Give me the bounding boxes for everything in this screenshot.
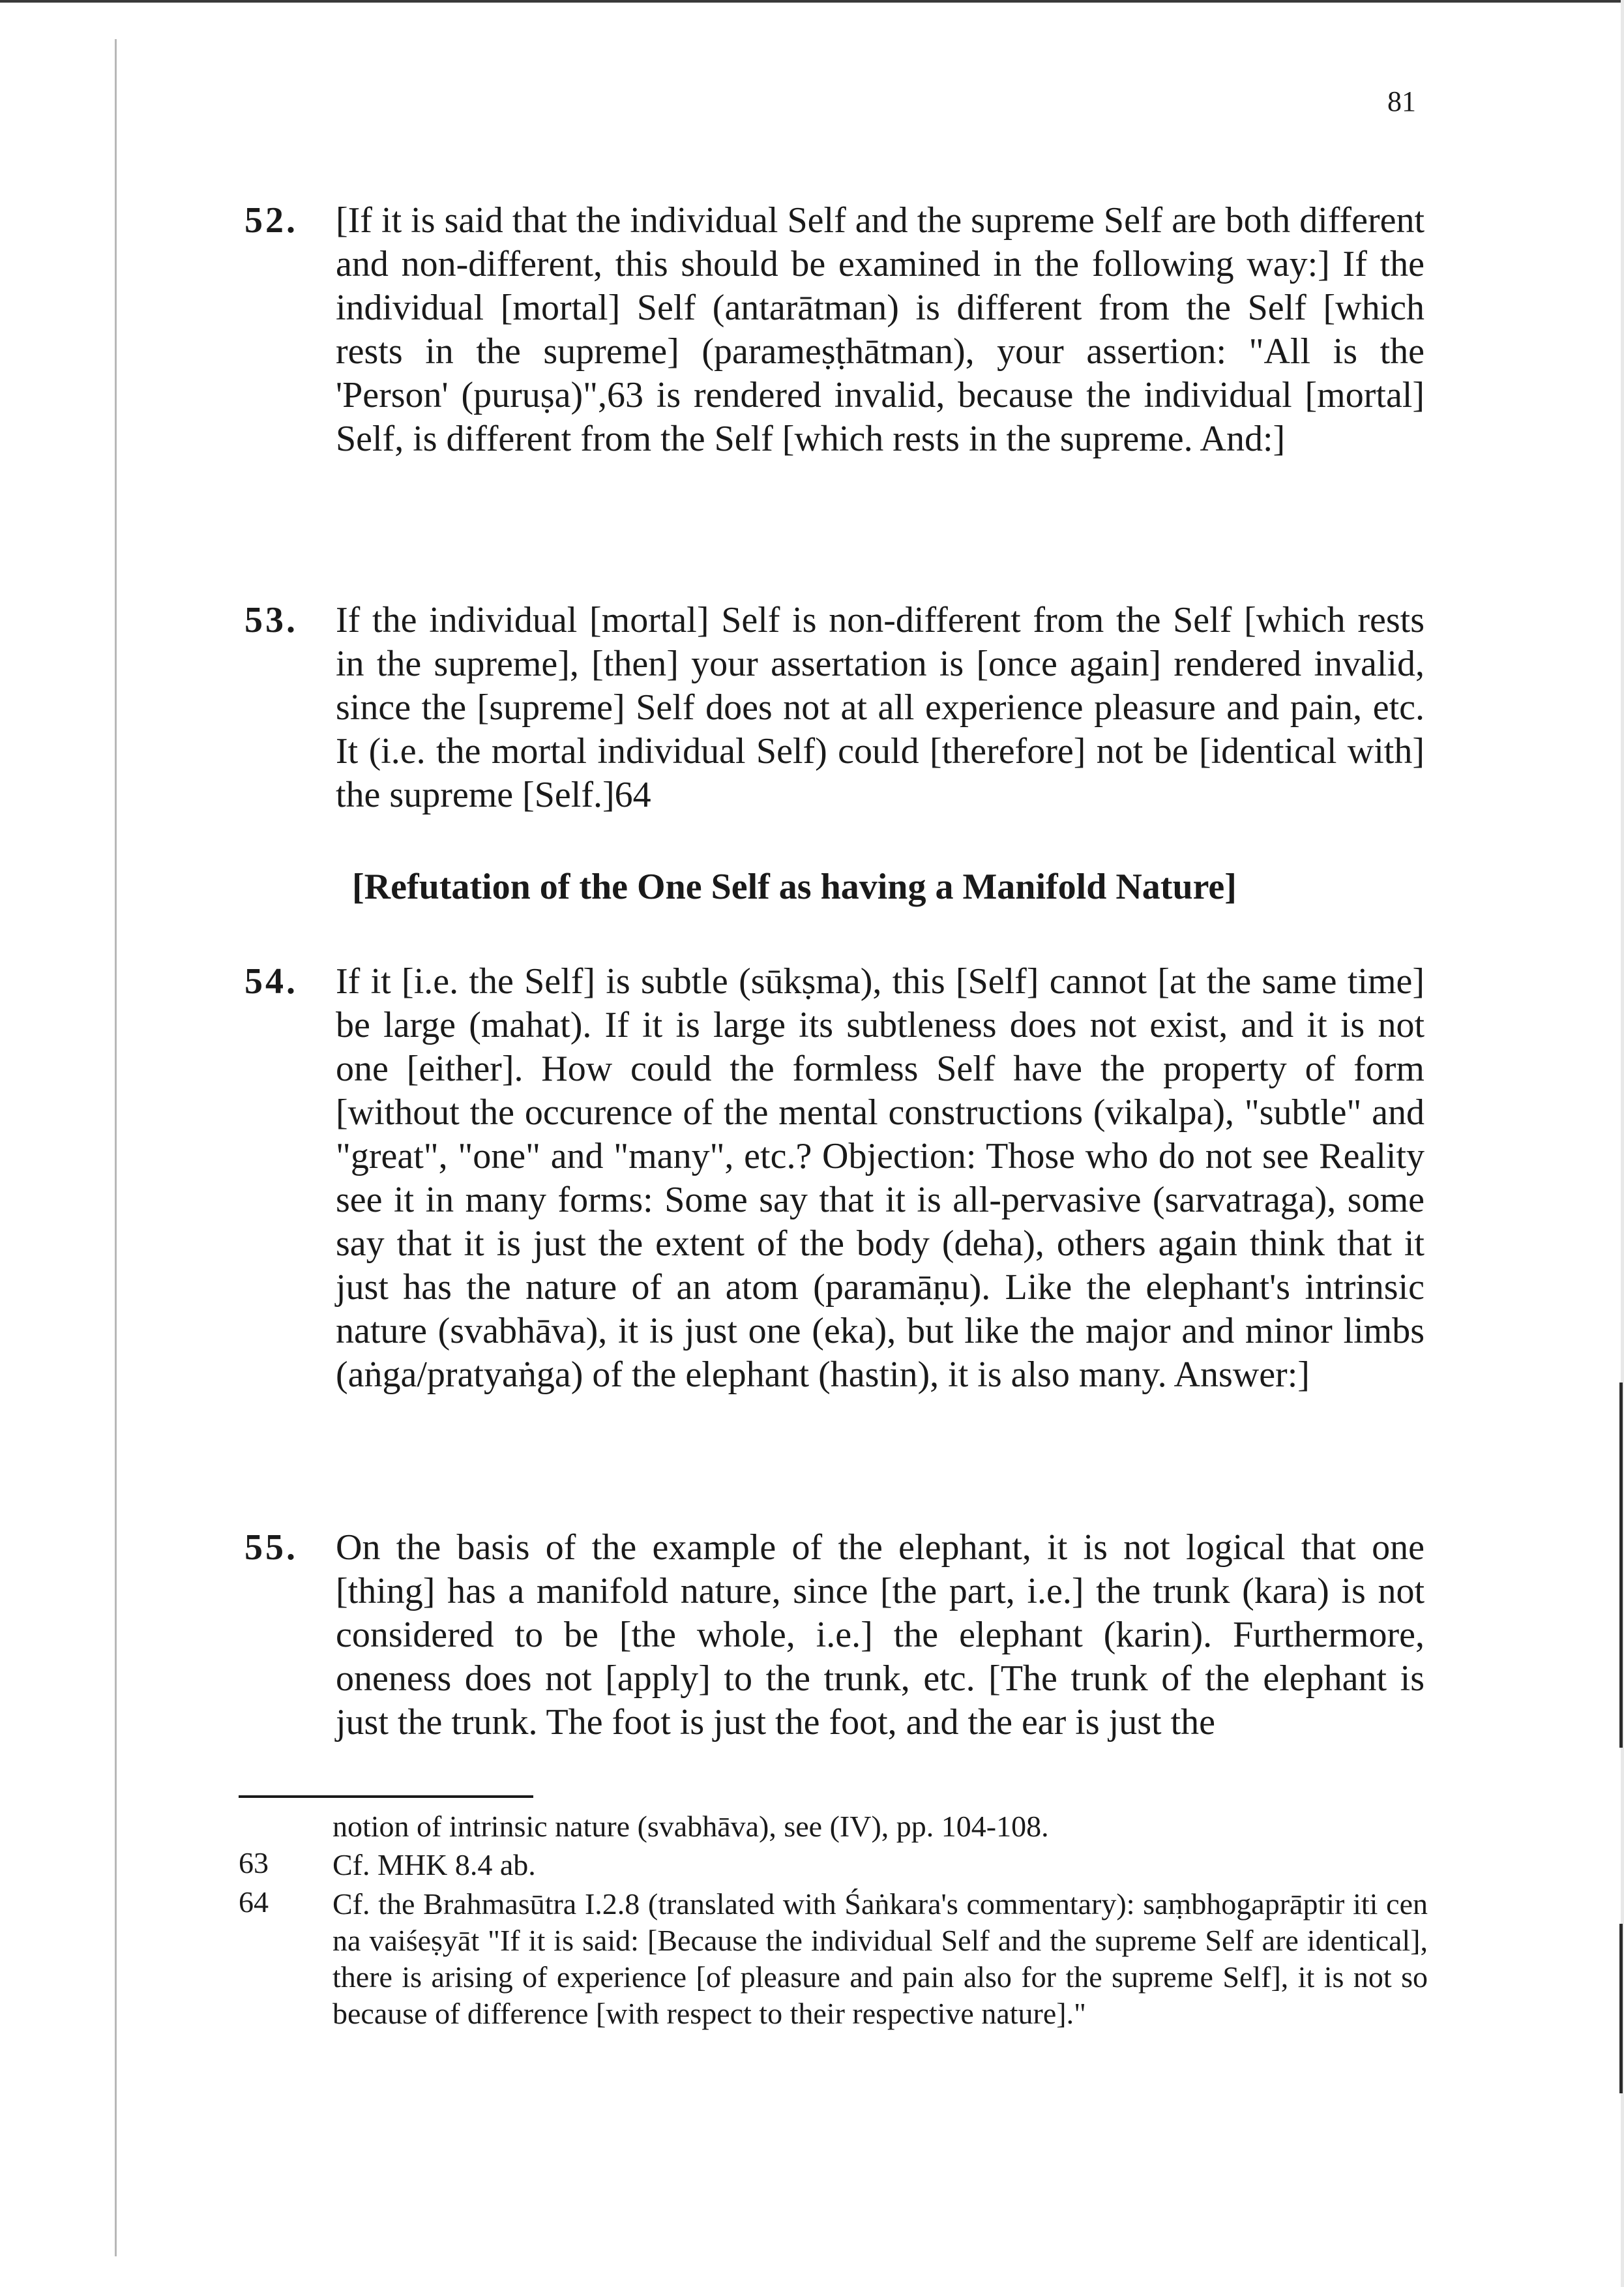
paragraph-text: If it [i.e. the Self] is subtle (sūkṣma), this [Self] cannot [at the same time] be large (mahat). If it is large its subtleness does not exist, and it is not one [either]. How could the formless Self have the property of form [without the occurence of the mental constructions (vikalpa), "subtle" and "great", "one" and "many", etc.? Objection: Those who do not see Reality see it in many forms: Some say that it is all-pervasive (sarvatraga), some say that it is just the extent of the body (deha), others again think that it just has the nature of an atom (paramāṇu). Like the elephant's intrinsic nature (svabhāva), it is just one (eka), but like the major and minor limbs (aṅga/pratyaṅga) of the elephant (hastin), it is also many. Answer:] [336,961,1425,1395]
footnote-64-text: Cf. the Brahmasūtra I.2.8 (translated with Śaṅkara's commentary): saṃbhogaprāptir iti cen na vaiśeṣyāt "If it is said: [Because the individual Self and the supreme Self are identical], there is arising of experience [of pleasure and pain also for the supreme Self], it is not so because of difference [with respect to their respective nature]." [332,1887,1428,2030]
footnote-continuation: notion of intrinsic nature (svabhāva), see (IV), pp. 104-108. [332,1810,1049,1843]
paragraph-number: 53. [244,600,298,640]
paragraph-54 [244,960,1425,1397]
scan-left-edge [115,39,117,2256]
footnote-number: 64 [239,1885,269,1919]
paragraph-55 [244,1526,1425,1744]
paragraph-text: If the individual [mortal] Self is non-different from the Self [which rests in the supreme], [then] your assertation is [once again] rendered invalid, since the [supreme] Self does not at all experience pleasure and pain, etc. It (i.e. the mortal individual Self) could [therefore] not be [identical with] the supreme [Self.]64 [336,600,1425,815]
footnote-63-text: Cf. MHK 8.4 ab. [332,1848,536,1881]
paragraph-52 [244,199,1425,461]
scan-right-shadow [1619,1383,1623,1748]
paragraph-number: 55. [244,1527,298,1568]
paragraph-text: [If it is said that the individual Self and the supreme Self are both different and non-different, this should be examined in the following way:] If the individual [mortal] Self (antarātman) is different from the Self [which rests in the supreme] (parameṣṭhātman), your assertion: "All is the 'Person' (puruṣa)",63 is rendered invalid, because the individual [mortal] Self, is different from the Self [which rests in the supreme. And:] [336,200,1425,459]
scan-right-shadow [1619,1924,1623,2093]
scan-top-edge [0,0,1624,3]
footnote-separator [239,1795,533,1798]
footnote-number: 63 [239,1846,269,1879]
paragraph-text: On the basis of the example of the elephant, it is not logical that one [thing] has a manifold nature, since [the part, i.e.] the trunk (kara) is not considered to be [the whole, i.e.] the elephant (karin). Furthermore, oneness does not [apply] to the trunk, etc. [The trunk of the elephant is just the trunk. The foot is just the foot, and the ear is just the [336,1527,1425,1742]
paragraph-number: 54. [244,961,298,1002]
page-number: 81 [1387,85,1416,117]
paragraph-number: 52. [244,200,298,241]
paragraph-53 [244,599,1425,817]
section-heading: [Refutation of the One Self as having a Manifold Nature] [352,867,1237,907]
